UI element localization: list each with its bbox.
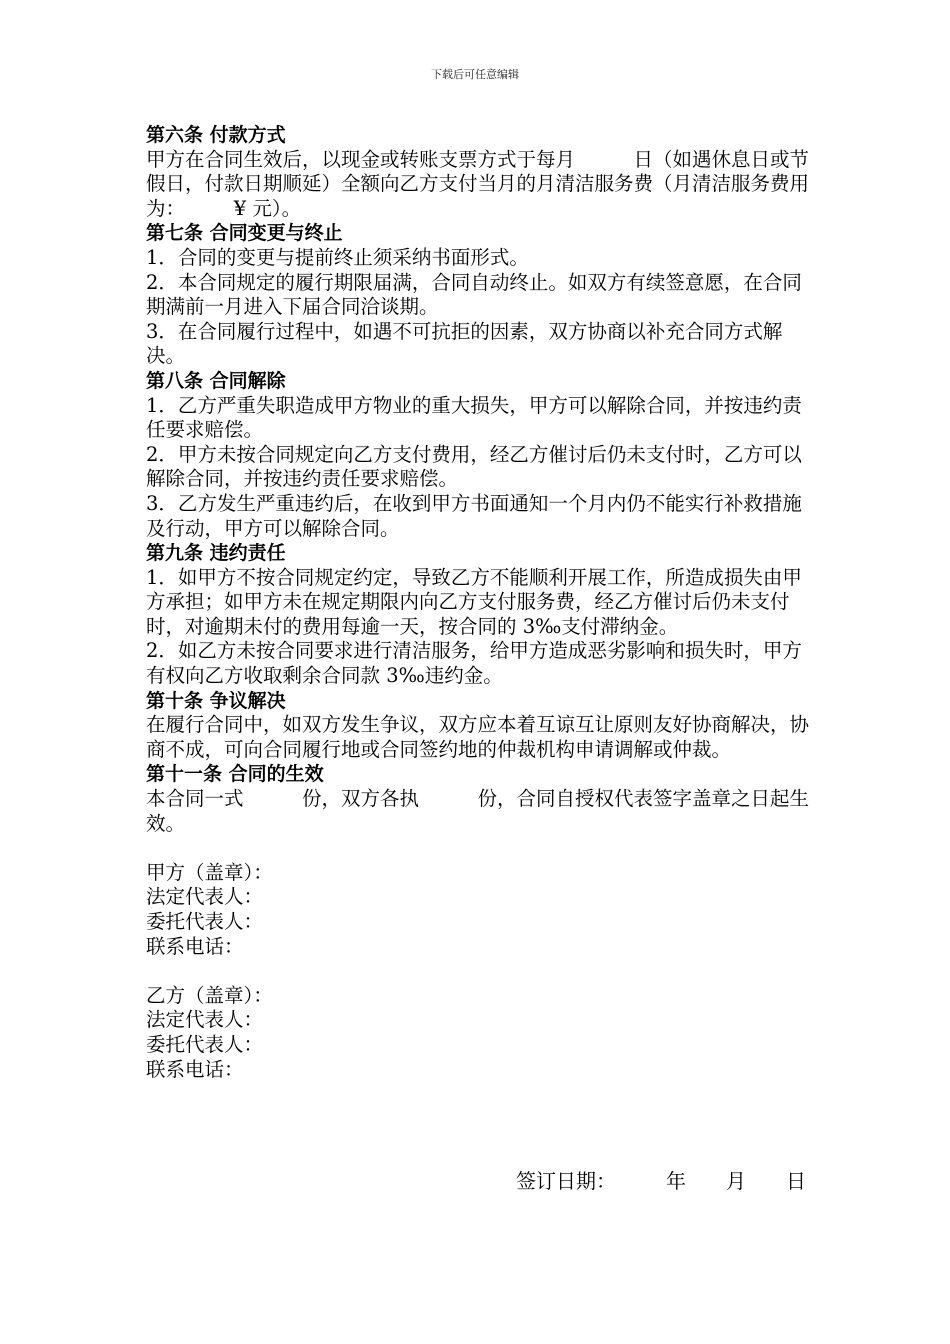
party-b-phone-label: 联系电话： [146,1057,244,1081]
section-paragraph: 2．如乙方未按合同要求进行清洁服务，给甲方造成恶劣影响和损失时，甲方有权向乙方收取剩余合同款 3‰违约金。 [146,639,802,688]
section-paragraph: 2．甲方未按合同规定向乙方支付费用，经乙方催讨后仍未支付时，乙方可以解除合同，并按违约责任要求赔偿。 [146,442,802,491]
spacer [146,959,816,984]
section-title: 第九条 违约责任 [146,542,286,565]
section-paragraph: 在履行合同中，如双方发生争议，双方应本着互谅互让原则友好协商解决，协商不成，可向合同履行地或合同签约地的仲裁机构申请调解或仲裁。 [146,713,810,761]
spacer [146,836,816,861]
section-title: 第六条 付款方式 [146,124,286,146]
section-title: 第八条 合同解除 [146,369,286,392]
section-paragraph: 3．乙方发生严重违约后，在收到甲方书面通知一个月内仍不能实行补救措施及行动，甲方可以解除合同。 [146,491,802,540]
party-a-legal-rep-label: 法定代表人： [146,885,264,909]
section-paragraph: 本合同一式 份，双方各执 份，合同自授权代表签字盖章之日起生效。 [146,787,810,835]
section-paragraph: 1．合同的变更与提前终止须采纳书面形式。 [146,245,529,269]
party-a-phone-label: 联系电话： [146,934,244,958]
party-a-seal-label: 甲方（盖章）： [146,860,273,884]
page-header-note: 下载后可任意编辑 [431,68,519,81]
section-paragraph: 甲方在合同生效后，以现金或转账支票方式于每月 日（如遇休息日或节假日，付款日期顺延）全额向乙方支付当月的月清洁服务费（月清洁服务费用为： ¥ 元）。 [146,147,810,220]
section-paragraph: 2．本合同规定的履行期限届满，合同自动终止。如双方有续签意愿，在合同期满前一月进入下届合同洽谈期。 [146,270,802,319]
section-paragraph: 1．如甲方不按合同规定约定，导致乙方不能顺利开展工作，所造成损失由甲方承担；如甲方未在规定期限内向乙方支付服务费，经乙方催讨后仍未支付时，对逾期未付的费用每逾一天，按合同的 3‰支付滞纳金。 [146,565,802,638]
section-title: 第十条 争议解决 [146,689,286,712]
party-b-signature-block [146,984,816,1082]
party-a-signature-block [146,861,816,959]
signing-date: 签订日期： 年 月 日 [516,1169,806,1193]
party-b-seal-label: 乙方（盖章）： [146,983,273,1007]
party-a-authorized-rep-label: 委托代表人： [146,910,264,933]
party-b-legal-rep-label: 法定代表人： [146,1008,264,1032]
section-title: 第十一条 合同的生效 [146,763,324,786]
party-b-authorized-rep-label: 委托代表人： [146,1032,264,1056]
section-paragraph: 1．乙方严重失职造成甲方物业的重大损失，甲方可以解除合同，并按违约责任要求赔偿。 [146,393,802,442]
contract-body [146,123,816,1082]
section-paragraph: 3．在合同履行过程中，如遇不可抗拒的因素，双方协商以补充合同方式解决。 [146,319,783,368]
section-title: 第七条 合同变更与终止 [146,222,343,245]
